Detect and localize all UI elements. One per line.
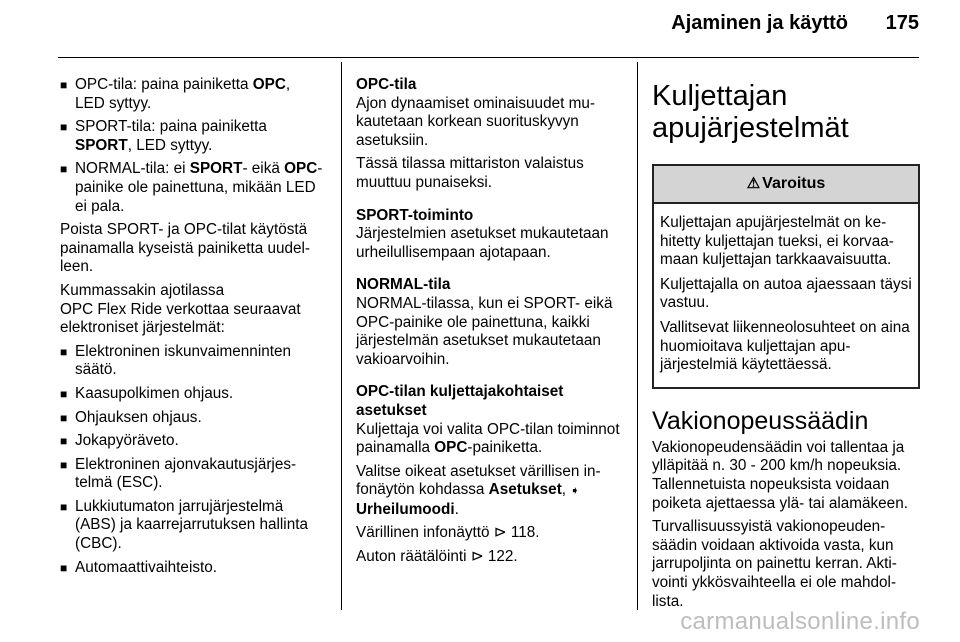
- header-title: Ajaminen ja käyttö: [671, 12, 848, 34]
- driver-text-opc: OPC: [434, 439, 468, 457]
- list-item: [60, 432, 328, 451]
- list-item: [60, 409, 328, 428]
- list-item-text: Ohjauksen ohjaus.: [75, 408, 202, 426]
- warning-triangle-icon: ⚠: [746, 175, 761, 192]
- ref-text: Värillinen infonäyttö: [356, 524, 494, 542]
- sport-mode-text-pre: SPORT-tila: paina painiketta: [75, 118, 267, 136]
- normal-mode-sport-name: SPORT: [189, 160, 243, 178]
- column-divider-2: [637, 62, 638, 610]
- opc-mode-text: Ajon dynaamiset ominaisuudet mukautetaan korkean suorituskyvyn asetuksiin.: [356, 94, 595, 149]
- list-item-text: Automaattivaihteisto.: [75, 558, 217, 576]
- opc-mode-text-post: , LED syttyy.: [75, 76, 291, 112]
- normal-mode-text-pre: NORMAL-tila: ei: [75, 160, 190, 178]
- warning-label: Varoitus: [762, 175, 826, 192]
- sport-text: Järjestelmien asetukset mukautetaan urheilullisempaan ajotapaan.: [356, 225, 609, 261]
- cruise-control-paragraph: Vakionopeudensäädin voi tallentaa ja ylläpitää n. 30 - 200 km/h nopeuksia. Tallennetuista nopeuksista voidaan poiketa ajettaessa ylä- tai alamäkeen.: [652, 438, 908, 512]
- list-item-sport: [60, 118, 328, 155]
- cruise-control-paragraph: Turvallisuussyistä vakionopeudensäädin voidaan aktivoida vasta, kun jarrupoljinta on painettu kerran. Aktivointi ykkösvaihteella ei ole mahdollista.: [652, 518, 897, 610]
- warning-paragraph: Kuljettajalla on autoa ajaessaan täysi vastuu.: [660, 275, 912, 312]
- driver-settings-text: [356, 421, 624, 458]
- select-settings-text: [356, 463, 624, 520]
- list-item-opc: [60, 76, 328, 113]
- column-divider-1: [341, 62, 342, 610]
- settings-menu-name: Asetukset: [488, 481, 562, 499]
- list-item: [60, 456, 328, 493]
- normal-mode-text-mid: - eikä: [242, 160, 285, 178]
- driver-text-post: -painiketta.: [467, 439, 543, 457]
- sport-mode-button-name: SPORT: [75, 136, 128, 154]
- page-ref-arrow-icon: ⊳: [493, 524, 507, 542]
- column-2: [356, 76, 624, 572]
- opc-mode-button-name: OPC: [252, 76, 286, 93]
- header-rule: [58, 57, 919, 58]
- bullet-icon: ■: [60, 120, 68, 135]
- bullet-icon: ■: [60, 499, 68, 514]
- list-item: [60, 498, 328, 554]
- sport-mode-text-post: , LED syttyy.: [127, 136, 213, 154]
- warning-box: [652, 164, 920, 389]
- list-item: [60, 559, 328, 578]
- warning-paragraph: Kuljettajan apujärjestelmät on kehitetty kuljettajan tueksi, ei korvaamaan kuljettajan tarkkaavaisuutta.: [660, 214, 894, 269]
- list-item-text: Jokapyöräveto.: [75, 432, 179, 450]
- bullet-icon: ■: [60, 434, 68, 449]
- opc-mode-text-2: Tässä tilassa mittariston valaistus muuttuu punaiseksi.: [356, 155, 584, 191]
- list-item-normal: [60, 160, 328, 216]
- opc-mode-heading: OPC-tila: [356, 76, 417, 93]
- select-separator: ,: [561, 481, 571, 499]
- page-ref-arrow-icon: ⊳: [470, 548, 484, 566]
- list-item-text: Elektroninen iskunvaimenninten säätö.: [75, 342, 291, 379]
- warning-body: [654, 204, 918, 387]
- normal-heading: NORMAL-tila: [356, 276, 451, 294]
- ref-page: 122.: [487, 548, 518, 566]
- sport-heading: SPORT-toiminto: [356, 206, 474, 224]
- bullet-icon: ■: [60, 386, 68, 401]
- driver-text-pre: Kuljettaja voi valita OPC-tilan toiminnot painamalla: [356, 420, 620, 457]
- normal-text: NORMAL-tilassa, kun ei SPORT- eikä OPC-painike ole painettuna, kaikki järjestelmän asetukset mukautetaan vakioarvoihin.: [356, 294, 613, 368]
- bullet-icon: ■: [60, 78, 68, 92]
- list-item: [60, 343, 328, 380]
- sport-mode-menu-name: Urheilumoodi: [356, 500, 455, 518]
- warning-paragraph: Vallitsevat liikenneolosuhteet on aina huomioitava kuljettajan apujärjestelmiä käytettäessä.: [660, 318, 910, 374]
- normal-mode-text-post: -painike ole painettuna, mikään LED ei pala.: [75, 160, 323, 215]
- reference-info-display: [356, 524, 624, 543]
- ref-page: 118.: [510, 524, 540, 542]
- cruise-control-title: Vakionopeussäädin: [652, 406, 869, 435]
- ref-text: Auton räätälöinti: [356, 548, 471, 566]
- list-item: [60, 385, 328, 404]
- watermark: carmanualsonline.info: [680, 608, 920, 635]
- paragraph-flex-ride: Kummassakin ajotilassa OPC Flex Ride verkottaa seuraavat elektroniset järjestelmät:: [60, 281, 301, 337]
- column-1: [60, 76, 328, 582]
- normal-mode-opc-name: OPC: [284, 160, 318, 178]
- section-title: Kuljettajan apujärjestelmät: [652, 80, 849, 144]
- bullet-icon: ■: [60, 162, 68, 177]
- driver-settings-heading: OPC-tilan kuljettajakohtaiset asetukset: [356, 383, 564, 419]
- opc-mode-text-pre: OPC-tila: paina painiketta: [75, 76, 253, 93]
- select-text-pre: Valitse oikeat asetukset värillisen infonäytön kohdassa: [356, 462, 601, 499]
- list-item-text: Lukkiutumaton jarrujärjestelmä (ABS) ja kaarrejarrutuksen hallinta (CBC).: [75, 497, 308, 553]
- warning-header: [654, 166, 918, 204]
- paragraph-disable-modes: Poista SPORT- ja OPC-tilat käytöstä painamalla kyseistä painiketta uudelleen.: [60, 221, 311, 276]
- menu-arrow-icon: ➧: [570, 485, 580, 498]
- bullet-icon: ■: [60, 410, 68, 425]
- system-list: [60, 343, 328, 578]
- list-item-text: Kaasupolkimen ohjaus.: [75, 384, 234, 402]
- bullet-icon: ■: [60, 560, 68, 575]
- column-3: [652, 80, 920, 616]
- page-number: 175: [885, 12, 919, 34]
- reference-personalisation: [356, 548, 624, 567]
- select-text-post: .: [454, 500, 459, 518]
- list-item-text: Elektroninen ajonvakautusjärjestelmä (ESC).: [75, 455, 297, 492]
- bullet-icon: ■: [60, 457, 68, 472]
- bullet-icon: ■: [60, 344, 68, 359]
